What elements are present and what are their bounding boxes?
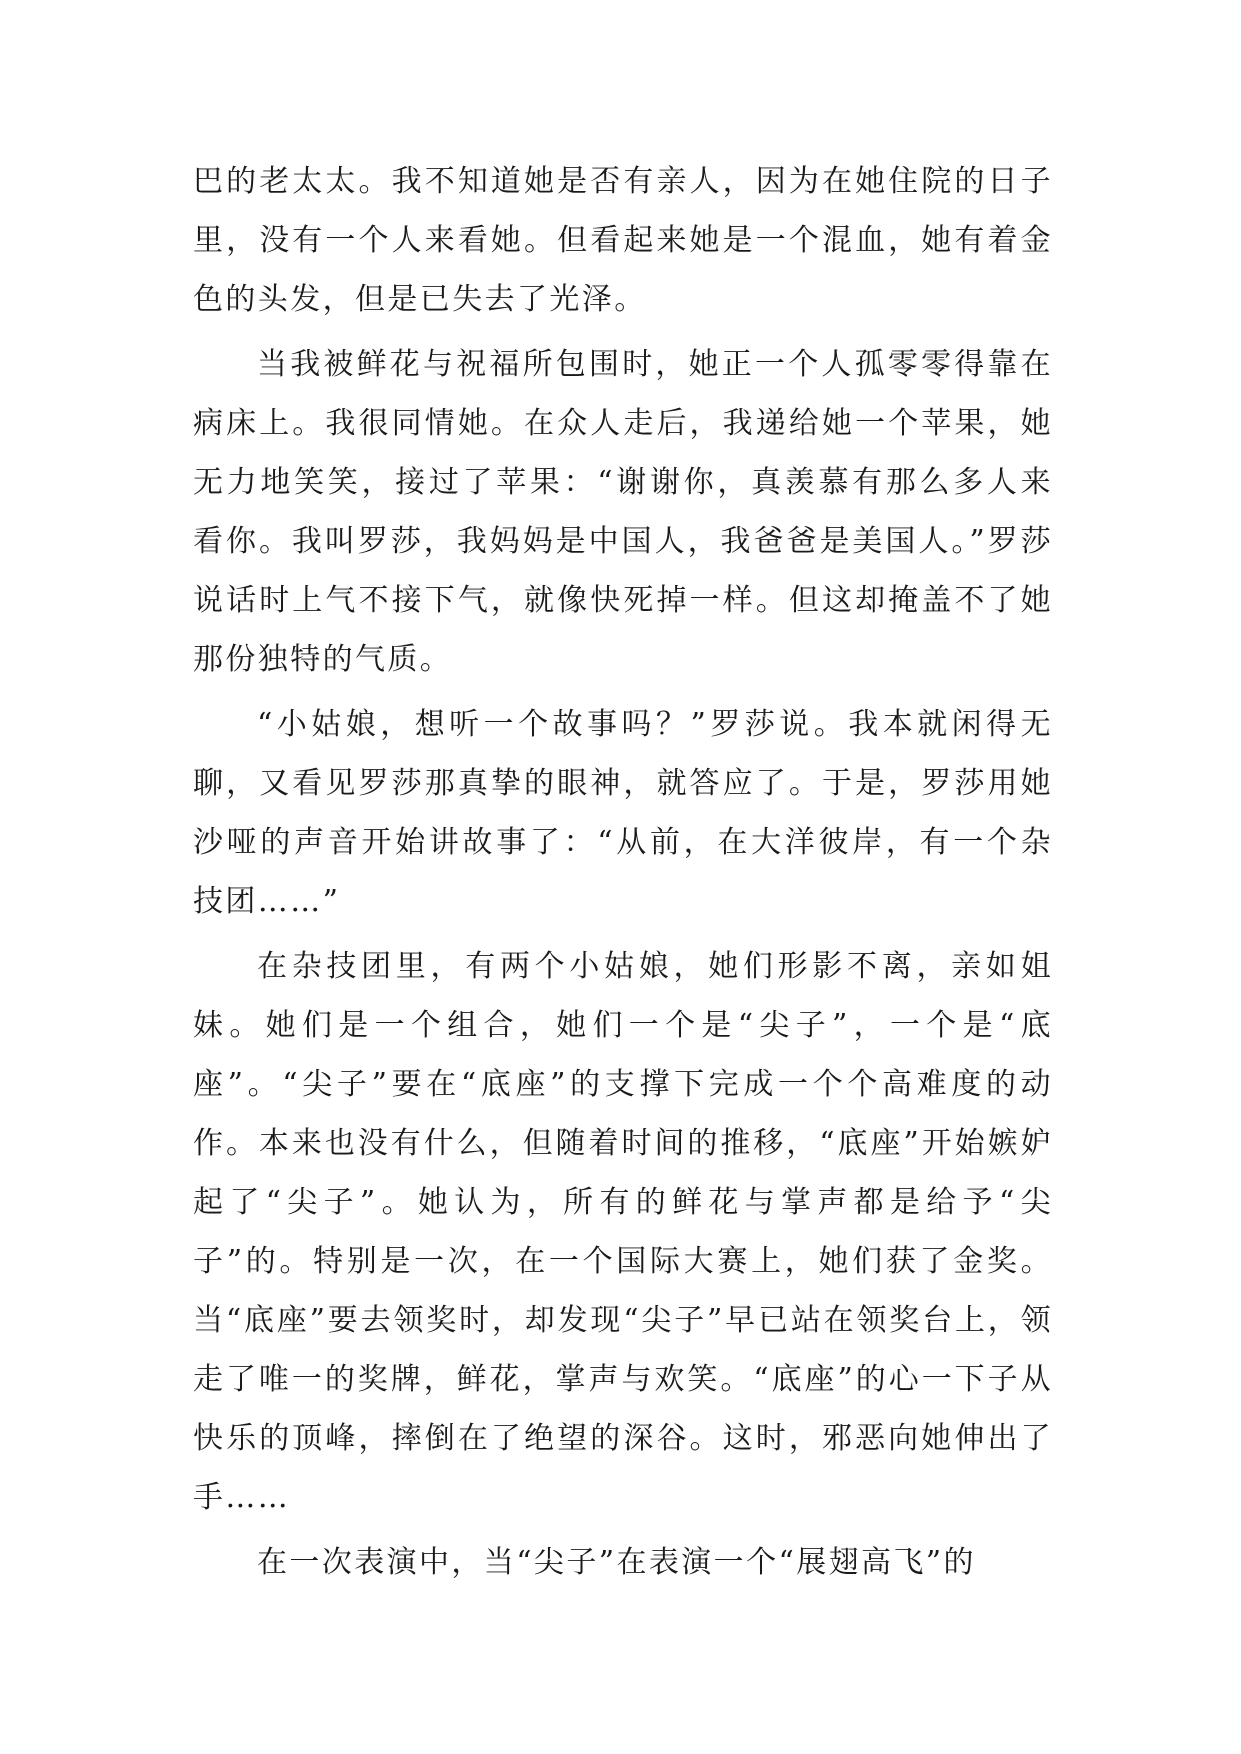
paragraph-3: “小姑娘，想听一个故事吗？”罗莎说。我本就闲得无聊，又看见罗莎那真挚的眼神，就答应了。于是，罗莎用她沙哑的声音开始讲故事了：“从前，在大洋彼岸，有一个杂技团……” — [193, 707, 1053, 919]
paragraph-2: 当我被鲜花与祝福所包围时，她正一个人孤零零得靠在病床上。我很同情她。在众人走后，我递给她一个苹果，她无力地笑笑，接过了苹果：“谢谢你，真羡慕有那么多人来看你。我叫罗莎，我妈妈是中国人，我爸爸是美国人。”罗莎说话时上气不接下气，就像快死掉一样。但这却掩盖不了她那份独特的气质。 — [193, 347, 1053, 677]
document-body — [193, 152, 1053, 1598]
paragraph-5: 在一次表演中，当“尖子”在表演一个“展翅高飞”的 — [257, 1545, 976, 1580]
paragraph-4: 在杂技团里，有两个小姑娘，她们形影不离，亲如姐妹。她们是一个组合，她们一个是“尖子”，一个是“底座”。“尖子”要在“底座”的支撑下完成一个个高难度的动作。本来也没有什么，但随着时间的推移，“底座”开始嫉妒起了“尖子”。她认为，所有的鲜花与掌声都是给予“尖子”的。特别是一次，在一个国际大赛上，她们获了金奖。当“底座”要去领奖时，却发现“尖子”早已站在领奖台上，领走了唯一的奖牌，鲜花，掌声与欢笑。“底座”的心一下子从快乐的顶峰，摔倒在了绝望的深谷。这时，邪恶向她伸出了手…… — [193, 949, 1053, 1515]
paragraph-1: 巴的老太太。我不知道她是否有亲人，因为在她住院的日子里，没有一个人来看她。但看起来她是一个混血，她有着金色的头发，但是已失去了光泽。 — [193, 164, 1053, 317]
